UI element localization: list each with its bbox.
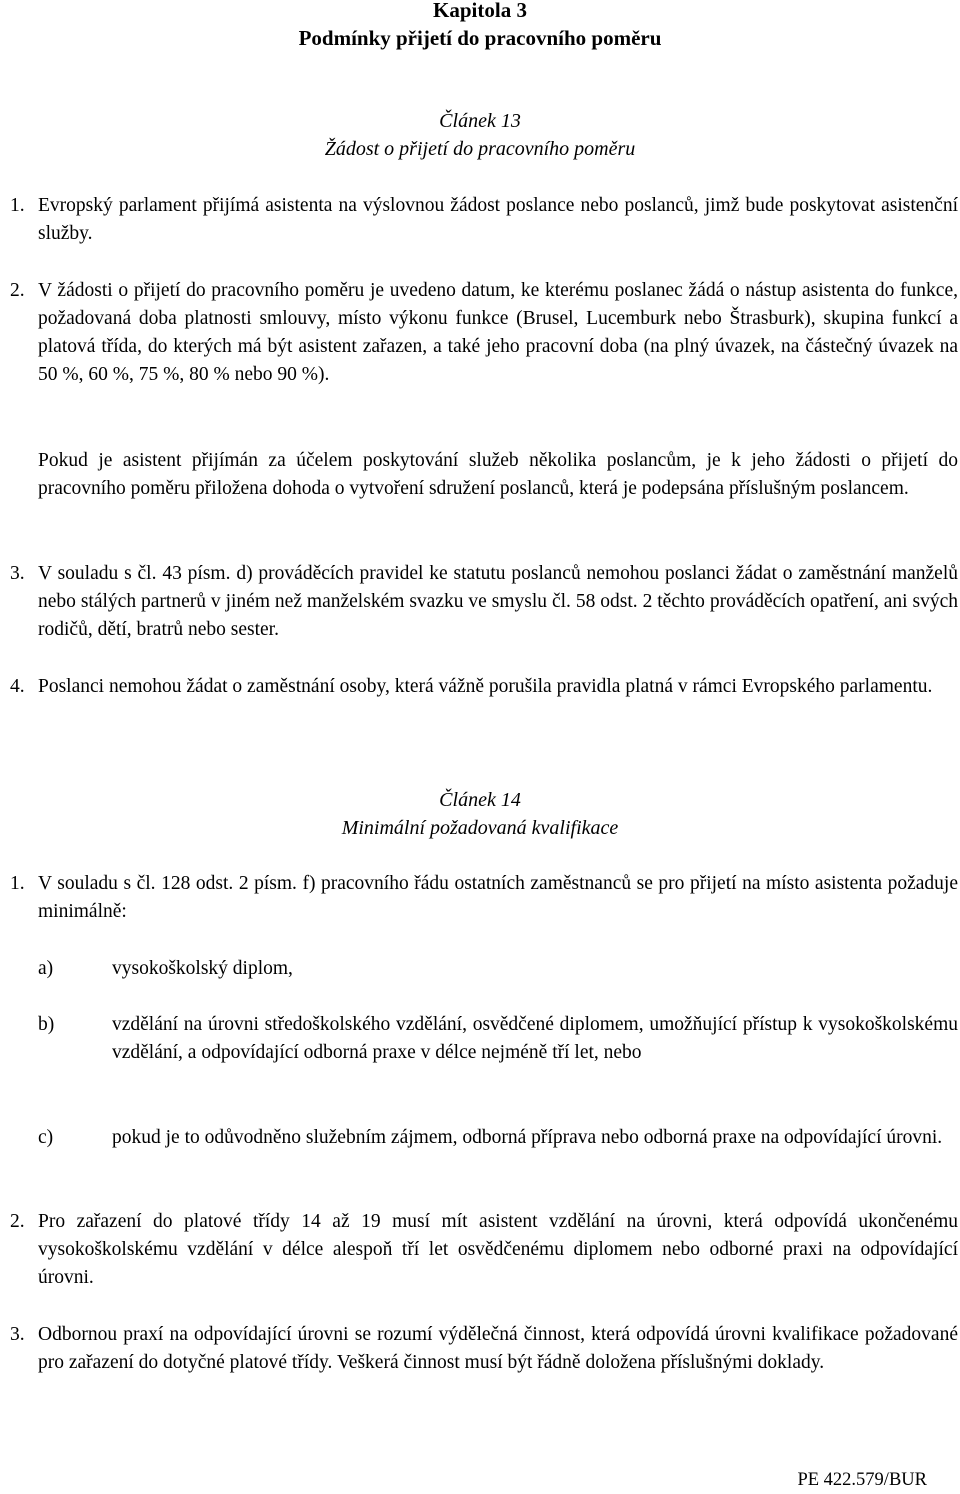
article-14-title: Minimální požadovaná kvalifikace — [341, 817, 619, 839]
paragraph-number: 2. — [10, 1211, 25, 1232]
item-text: vzdělání na úrovni středoškolského vzdělání, osvědčené diplomem, umožňující přístup k vysokoškolskému vzdělání, a odpovídající odborná praxe v délce nejméně tří let, nebo — [112, 1014, 958, 1063]
article-13-paragraph-2 — [38, 277, 958, 389]
paragraph-number: 1. — [10, 195, 25, 216]
item-letter: c) — [38, 1127, 54, 1148]
paragraph-text: V souladu s čl. 43 písm. d) prováděcích pravidel ke statutu poslanců nemohou poslanci žádat o zaměstnání manželů nebo stálých partnerů v jiném než manželském svazku ve smyslu čl. 58 odst. 2 těchto prováděcích opatření, ani svých rodičů, dětí, bratrů nebo sester. — [38, 563, 958, 640]
paragraph-number: 3. — [10, 1324, 25, 1345]
article-13-paragraph-4 — [38, 673, 958, 701]
article-14-paragraph-1 — [38, 870, 958, 926]
paragraph-number: 1. — [10, 873, 25, 894]
paragraph-text: Pro zařazení do platové třídy 14 až 19 musí mít asistent vzdělání na úrovni, která odpovídá ukončenému vysokoškolskému vzdělání v délce alespoň tří let osvědčenému diplomem nebo odborné praxi na odpovídající úrovni. — [38, 1211, 958, 1288]
item-letter: a) — [38, 958, 54, 979]
paragraph-text: V žádosti o přijetí do pracovního poměru je uvedeno datum, ke kterému poslanec žádá o nástup asistenta do funkce, požadovaná doba platnosti smlouvy, místo výkonu funkce (Brusel, Lucemburk nebo Štrasburk), skupina funkcí a platová třída, do kterých má být asistent zařazen, a také jeho pracovní doba (na plný úvazek, na částečný úvazek na 50 %, 60 %, 75 %, 80 % nebo 90 %). — [38, 280, 958, 385]
paragraph-text: Evropský parlament přijímá asistenta na výslovnou žádost poslance nebo poslanců, jimž bude poskytovat asistenční služby. — [38, 195, 958, 244]
paragraph-text: Odbornou praxí na odpovídající úrovni se rozumí výdělečná činnost, která odpovídá úrovni kvalifikace požadované pro zařazení do dotyčné platové třídy. Veškerá činnost musí být řádně doložena příslušnými doklady. — [38, 1324, 958, 1373]
paragraph-text: Pokud je asistent přijímán za účelem poskytování služeb několika poslancům, je k jeho žádosti o přijetí do pracovního poměru přiložena dohoda o vytvoření sdružení poslanců, která je podepsána příslušným poslancem. — [38, 450, 958, 499]
document-reference: PE 422.579/BUR — [797, 1470, 927, 1490]
paragraph-text: Poslanci nemohou žádat o zaměstnání osoby, která vážně porušila pravidla platná v rámci Evropského parlamentu. — [38, 676, 933, 697]
paragraph-number: 3. — [10, 563, 25, 584]
article-13-title: Žádost o přijetí do pracovního poměru — [324, 138, 636, 160]
article-13-paragraph-3 — [38, 560, 958, 644]
chapter-title: Podmínky přijetí do pracovního poměru — [298, 26, 662, 50]
article-13-label: Článek 13 — [439, 110, 521, 132]
article-14-label: Článek 14 — [439, 789, 521, 811]
item-text: pokud je to odůvodněno služebním zájmem, odborná příprava nebo odborná praxe na odpovídající úrovni. — [112, 1127, 943, 1148]
chapter-label: Kapitola 3 — [433, 0, 527, 22]
paragraph-number: 4. — [10, 676, 25, 697]
article-13-paragraph-1 — [38, 192, 958, 248]
paragraph-text: V souladu s čl. 128 odst. 2 písm. f) pracovního řádu ostatních zaměstnanců se pro přijetí na místo asistenta požaduje minimálně: — [38, 873, 958, 922]
item-text: vysokoškolský diplom, — [112, 958, 293, 979]
paragraph-number: 2. — [10, 280, 25, 301]
article-13-paragraph-2-sub — [38, 447, 958, 503]
article-14-paragraph-2 — [38, 1208, 958, 1292]
item-letter: b) — [38, 1014, 55, 1035]
article-14-paragraph-3 — [38, 1321, 958, 1377]
